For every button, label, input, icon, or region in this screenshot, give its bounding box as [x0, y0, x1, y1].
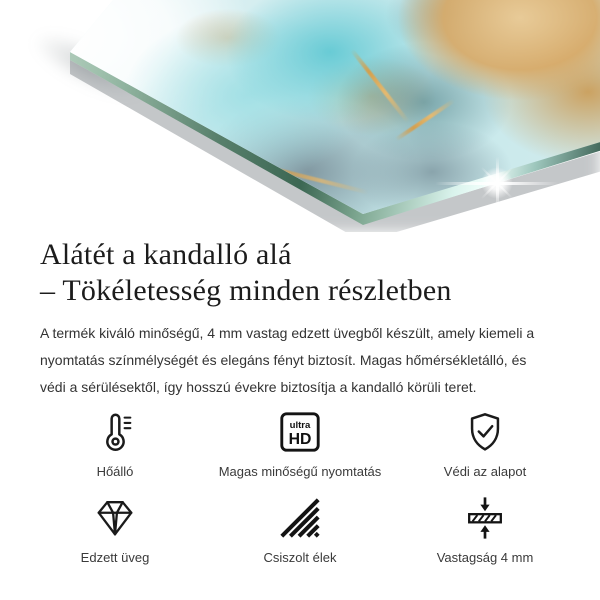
feature-label: Magas minőségű nyomtatás [218, 464, 382, 479]
gold-vein [350, 49, 410, 124]
page-title-line2: – Tökéletesség minden részletben [40, 274, 452, 307]
feature-label: Edzett üveg [80, 550, 150, 565]
feature-label: Hőálló [96, 464, 134, 479]
page-title [40, 232, 560, 309]
product-description: A termék kiváló minőségű, 4 mm vastag edzett üvegből készült, amely kiemeli a nyomtatás színmélységét és elegáns fényt biztosít. Magas hőmérsékletálló, és védi a sérülésektől, így hosszú évekre biztosítja a kandalló körüli teret. [40, 325, 535, 395]
svg-text:HD: HD [288, 430, 312, 448]
svg-text:ultra: ultra [289, 419, 311, 431]
thickness-icon [462, 494, 508, 541]
feature-polished-edges [190, 494, 410, 565]
diamond-icon [92, 494, 138, 541]
feature-grid [40, 408, 560, 565]
feature-label: Vastagság 4 mm [436, 550, 534, 565]
thermometer-icon [92, 408, 138, 455]
product-image [0, 0, 600, 232]
feature-protects-base [410, 408, 560, 479]
ultra-hd-icon [277, 408, 323, 455]
feature-tempered-glass [40, 494, 190, 565]
polished-edges-icon [277, 494, 323, 541]
page-title-line1: Alátét a kandalló alá [40, 238, 292, 271]
feature-label: Védi az alapot [443, 464, 527, 479]
feature-heat-resistant [40, 408, 190, 479]
feature-label: Csiszolt élek [263, 550, 337, 565]
content-area [0, 232, 600, 565]
feature-ultra-hd-print [190, 408, 410, 479]
shield-check-icon [462, 408, 508, 455]
feature-thickness [410, 494, 560, 565]
